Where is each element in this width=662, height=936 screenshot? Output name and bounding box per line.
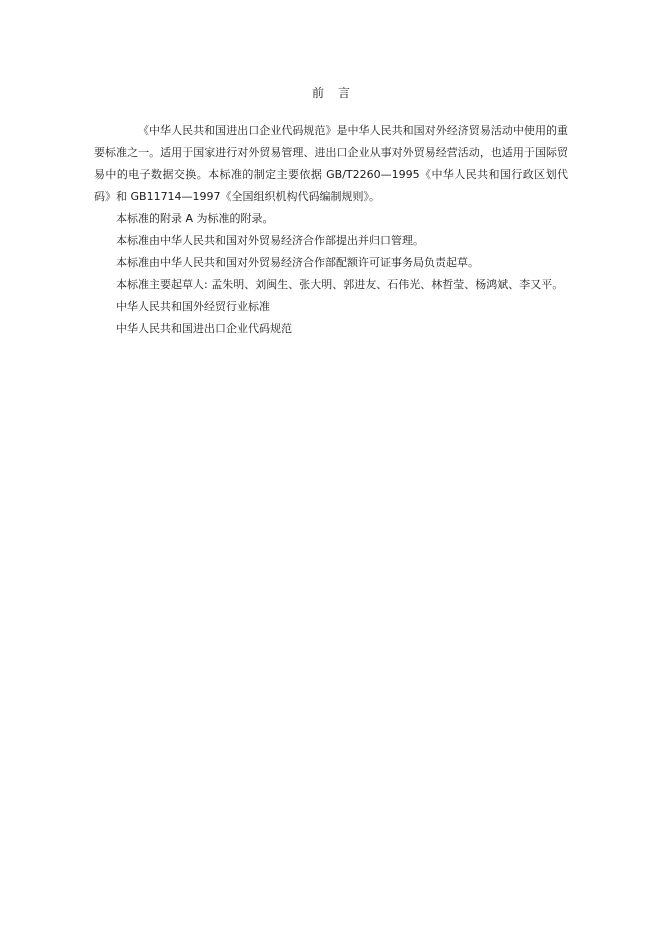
paragraph-drafter-org: 本标准由中华人民共和国对外贸易经济合作部配额许可证事务局负责起草。 bbox=[116, 256, 479, 269]
paragraph-standard-type: 中华人民共和国外经贸行业标准 bbox=[116, 300, 270, 313]
title-char-2: 言 bbox=[338, 86, 351, 100]
paragraph-standard-name: 中华人民共和国进出口企业代码规范 bbox=[116, 322, 292, 335]
paragraph-drafters: 本标准主要起草人: 孟朱明、刘闽生、张大明、郭进友、石伟光、林哲莹、杨鸿斌、李又平。 bbox=[116, 278, 564, 291]
title-char-1: 前 bbox=[311, 86, 324, 100]
document-body bbox=[94, 120, 568, 340]
paragraph-appendix: 本标准的附录 A 为标准的附录。 bbox=[116, 212, 274, 225]
paragraph-intro: 《中华人民共和国进出口企业代码规范》是中华人民共和国对外经济贸易活动中使用的重要标准之一。适用于国家进行对外贸易管理、进出口企业从事对外贸易经营活动，也适用于国际贸易中的电子数据交换。本标准的制定主要依据 GB/T2260—1995《中华人民共和国行政区划代码》和 GB11714—1997《全国组织机构代码编制规则》。 bbox=[94, 124, 568, 203]
paragraph-proposer: 本标准由中华人民共和国对外贸易经济合作部提出并归口管理。 bbox=[116, 234, 424, 247]
page-title bbox=[0, 84, 662, 101]
